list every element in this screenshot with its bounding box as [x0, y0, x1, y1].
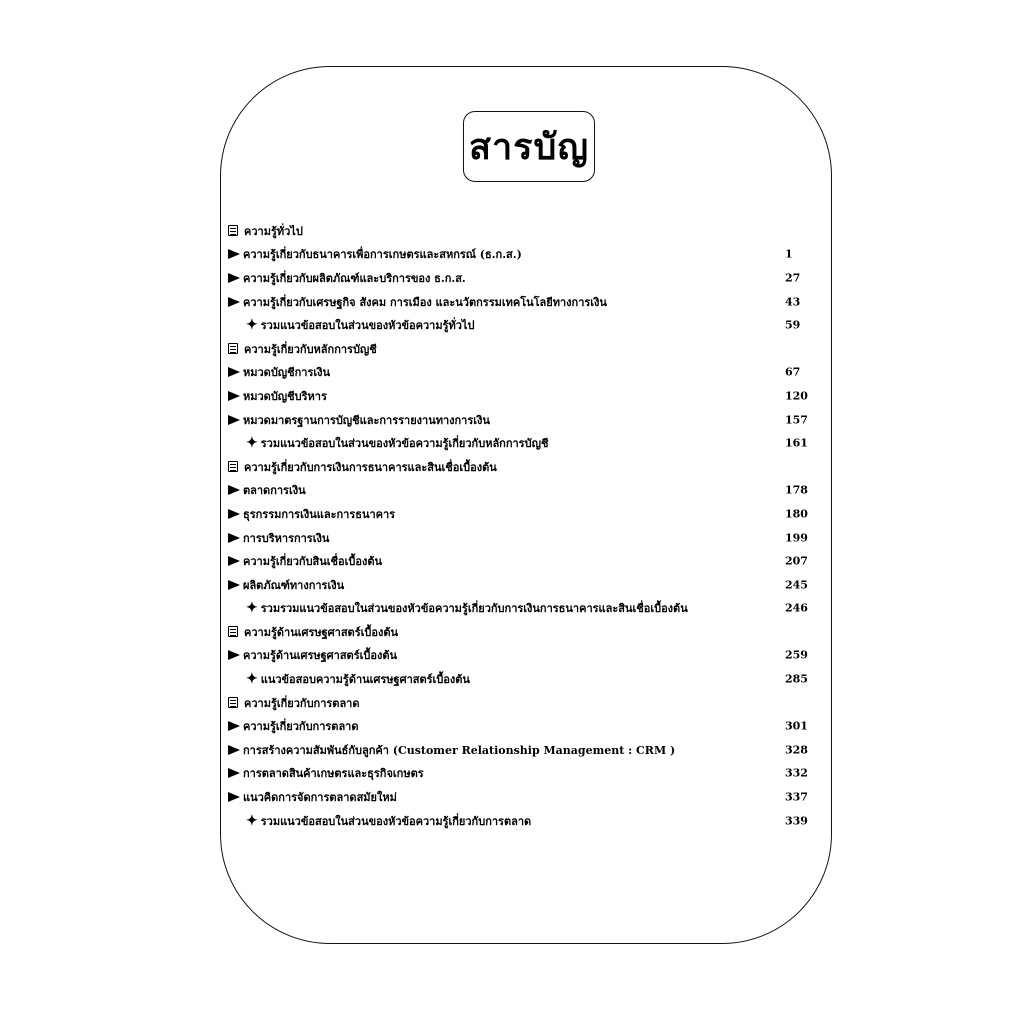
toc-item — [228, 644, 824, 668]
toc-page-number: 43 — [785, 295, 801, 309]
title-box — [463, 111, 595, 182]
page-title: สารบัญ — [468, 126, 590, 168]
toc-label — [228, 411, 490, 429]
toc-page-number: 178 — [785, 483, 808, 497]
toc-item — [228, 549, 824, 573]
star-icon: ✦ — [246, 600, 258, 617]
toc-page-number: 259 — [785, 648, 808, 662]
toc-text: ความรู้เกี่ยวกับการเงินการธนาคารและสินเชื่อเบื้องต้น — [244, 460, 497, 474]
toc-label — [228, 222, 303, 240]
document-icon — [228, 461, 238, 472]
toc-text: ความรู้เกี่ยวกับเศรษฐกิจ สังคม การเมือง และนวัตกรรมเทคโนโลยีทางการเงิน — [243, 295, 607, 309]
toc-item — [228, 762, 824, 786]
toc-item — [228, 785, 824, 809]
toc-text: ความรู้เกี่ยวกับหลักการบัญชี — [244, 342, 377, 356]
toc-label — [228, 316, 474, 334]
toc-subitem — [228, 809, 824, 833]
toc-subitem — [228, 313, 824, 337]
toc-text: หมวดมาตรฐานการบัญชีและการรายงานทางการเงิน — [243, 413, 490, 427]
toc-page-number: 161 — [785, 436, 808, 450]
toc-label — [228, 245, 522, 263]
arrow-icon — [228, 485, 240, 495]
arrow-icon — [228, 533, 240, 543]
toc-subitem — [228, 667, 824, 691]
toc-label — [228, 741, 675, 759]
document-icon — [228, 343, 238, 354]
toc-item — [228, 738, 824, 762]
toc-category — [228, 620, 824, 644]
toc-text: ความรู้ด้านเศรษฐศาสตร์เบื้องต้น — [243, 649, 397, 663]
toc-text: ความรู้เกี่ยวกับการตลาด — [244, 696, 360, 710]
toc-label — [228, 717, 359, 735]
toc-page-number: 328 — [785, 743, 808, 757]
toc-label — [228, 812, 531, 830]
toc-item — [228, 361, 824, 385]
toc-label — [228, 623, 398, 641]
star-icon: ✦ — [246, 435, 258, 452]
toc-label — [228, 363, 330, 381]
toc-text: รวมรวมแนวข้อสอบในส่วนของหัวข้อความรู้เกี่ยวกับการเงินการธนาคารและสินเชื่อเบื้องต้น — [260, 602, 688, 616]
toc-text: แนวคิดการจัดการตลาดสมัยใหม่ — [243, 791, 397, 805]
table-of-contents — [228, 219, 824, 832]
toc-item — [228, 290, 824, 314]
arrow-icon — [228, 273, 240, 283]
arrow-icon — [228, 650, 240, 660]
toc-label — [228, 694, 360, 712]
arrow-icon — [228, 509, 240, 519]
toc-page-number: 245 — [785, 578, 808, 592]
toc-item — [228, 384, 824, 408]
toc-label — [228, 599, 688, 617]
toc-text: การบริหารการเงิน — [243, 531, 330, 545]
document-icon — [228, 225, 238, 236]
arrow-icon — [228, 768, 240, 778]
toc-page-number: 120 — [785, 389, 808, 403]
toc-label — [228, 434, 548, 452]
toc-page-number: 332 — [785, 766, 808, 780]
toc-label — [228, 576, 344, 594]
toc-category — [228, 337, 824, 361]
toc-label — [228, 764, 424, 782]
toc-label — [228, 481, 306, 499]
toc-category — [228, 455, 824, 479]
toc-page-number: 1 — [785, 247, 793, 261]
toc-text: ความรู้เกี่ยวกับผลิตภัณฑ์และบริการของ ธ.ก.ส. — [243, 271, 466, 285]
arrow-icon — [228, 580, 240, 590]
toc-text: รวมแนวข้อสอบในส่วนของหัวข้อความรู้เกี่ยวกับหลักการบัญชี — [260, 437, 549, 451]
arrow-icon — [228, 415, 240, 425]
toc-item — [228, 526, 824, 550]
toc-item — [228, 714, 824, 738]
arrow-icon — [228, 391, 240, 401]
toc-text: ผลิตภัณฑ์ทางการเงิน — [243, 578, 345, 592]
toc-text: การสร้างความสัมพันธ์กับลูกค้า (Customer Relationship Management : CRM ) — [243, 743, 676, 757]
toc-label — [228, 552, 382, 570]
arrow-icon — [228, 367, 240, 377]
toc-text: การตลาดสินค้าเกษตรและธุรกิจเกษตร — [243, 767, 424, 781]
toc-label — [228, 293, 607, 311]
toc-label — [228, 340, 377, 358]
toc-item — [228, 573, 824, 597]
toc-page-number: 246 — [785, 601, 808, 615]
toc-item — [228, 266, 824, 290]
toc-text: รวมแนวข้อสอบในส่วนของหัวข้อความรู้ทั่วไป — [260, 319, 475, 333]
toc-page-number: 199 — [785, 531, 808, 545]
toc-text: แนวข้อสอบความรู้ด้านเศรษฐศาสตร์เบื้องต้น — [260, 673, 470, 687]
toc-text: ความรู้เกี่ยวกับธนาคารเพื่อการเกษตรและสหกรณ์ (ธ.ก.ส.) — [243, 248, 522, 262]
toc-page-number: 285 — [785, 672, 808, 686]
star-icon: ✦ — [246, 671, 258, 688]
toc-category — [228, 691, 824, 715]
toc-text: หมวดบัญชีบริหาร — [243, 389, 327, 403]
toc-page-number: 67 — [785, 365, 801, 379]
star-icon: ✦ — [246, 812, 258, 829]
toc-label — [228, 788, 397, 806]
toc-label — [228, 505, 395, 523]
document-icon — [228, 697, 238, 708]
toc-page-number: 301 — [785, 719, 808, 733]
toc-text: หมวดบัญชีการเงิน — [243, 366, 331, 380]
toc-item — [228, 502, 824, 526]
toc-text: ตลาดการเงิน — [243, 484, 306, 498]
toc-subitem — [228, 597, 824, 621]
toc-label — [228, 529, 329, 547]
toc-item — [228, 243, 824, 267]
toc-category — [228, 219, 824, 243]
toc-page-number: 59 — [785, 318, 801, 332]
arrow-icon — [228, 745, 240, 755]
toc-page-number: 207 — [785, 554, 808, 568]
toc-page-number: 180 — [785, 507, 808, 521]
toc-text: ความรู้เกี่ยวกับสินเชื่อเบื้องต้น — [243, 555, 383, 569]
toc-label — [228, 670, 470, 688]
toc-text: ความรู้ด้านเศรษฐศาสตร์เบื้องต้น — [244, 625, 398, 639]
document-icon — [228, 626, 238, 637]
toc-text: ความรู้ทั่วไป — [244, 224, 303, 238]
toc-label — [228, 387, 327, 405]
toc-page-number: 27 — [785, 271, 801, 285]
arrow-icon — [228, 792, 240, 802]
arrow-icon — [228, 721, 240, 731]
toc-label — [228, 646, 397, 664]
arrow-icon — [228, 556, 240, 566]
toc-label — [228, 269, 466, 287]
toc-page-number: 337 — [785, 790, 808, 804]
toc-label — [228, 458, 497, 476]
toc-text: ธุรกรรมการเงินและการธนาคาร — [243, 507, 396, 521]
toc-item — [228, 408, 824, 432]
toc-page-number: 339 — [785, 814, 808, 828]
toc-subitem — [228, 431, 824, 455]
arrow-icon — [228, 249, 240, 259]
arrow-icon — [228, 297, 240, 307]
toc-text: ความรู้เกี่ยวกับการตลาด — [243, 720, 359, 734]
toc-text: รวมแนวข้อสอบในส่วนของหัวข้อความรู้เกี่ยวกับการตลาด — [260, 814, 532, 828]
toc-item — [228, 479, 824, 503]
star-icon: ✦ — [246, 317, 258, 334]
toc-page-number: 157 — [785, 413, 808, 427]
